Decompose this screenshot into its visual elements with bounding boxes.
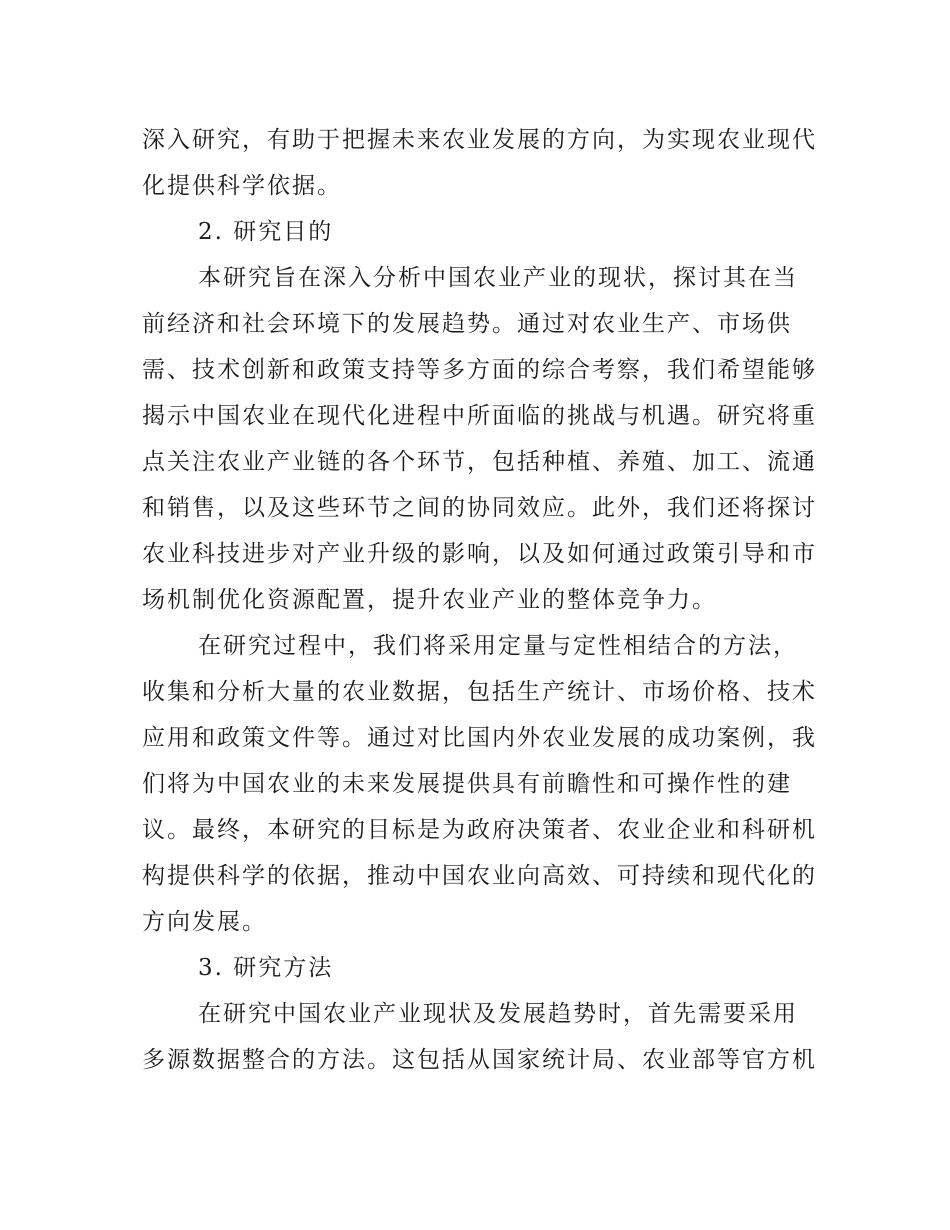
text-line: 应用和政策文件等。通过对比国内外农业发展的成功案例，我: [142, 725, 817, 751]
text-line: 多源数据整合的方法。这包括从国家统计局、农业部等官方机: [142, 1047, 817, 1073]
body-text: [142, 117, 817, 1083]
section-heading: 3. 研究方法: [198, 955, 334, 981]
text-line: 们将为中国农业的未来发展提供具有前瞻性和可操作性的建: [142, 771, 792, 797]
paragraph-first-line: 在研究中国农业产业现状及发展趋势时，首先需要采用: [198, 1001, 798, 1027]
text-line: 揭示中国农业在现代化进程中所面临的挑战与机遇。研究将重: [142, 403, 817, 429]
text-line: 深入研究，有助于把握未来农业发展的方向，为实现农业现代: [142, 127, 817, 153]
text-line: 收集和分析大量的农业数据，包括生产统计、市场价格、技术: [142, 679, 817, 705]
paragraph-first-line: 在研究过程中，我们将采用定量与定性相结合的方法，: [198, 633, 798, 659]
text-line: 化提供科学依据。: [142, 173, 342, 199]
text-line: 议。最终，本研究的目标是为政府决策者、农业企业和科研机: [142, 817, 817, 843]
text-line: 和销售，以及这些环节之间的协同效应。此外，我们还将探讨: [142, 495, 817, 521]
text-line: 前经济和社会环境下的发展趋势。通过对农业生产、市场供: [142, 311, 792, 337]
section-heading: 2. 研究目的: [198, 219, 334, 245]
text-line: 场机制优化资源配置，提升农业产业的整体竞争力。: [142, 587, 717, 613]
paragraph-first-line: 本研究旨在深入分析中国农业产业的现状，探讨其在当: [198, 265, 798, 291]
text-line: 需、技术创新和政策支持等多方面的综合考察，我们希望能够: [142, 357, 817, 383]
text-line: 方向发展。: [142, 909, 267, 935]
text-line: 点关注农业产业链的各个环节，包括种植、养殖、加工、流通: [142, 449, 817, 475]
text-line: 构提供科学的依据，推动中国农业向高效、可持续和现代化的: [142, 863, 817, 889]
text-line: 农业科技进步对产业升级的影响，以及如何通过政策引导和市: [142, 541, 817, 567]
